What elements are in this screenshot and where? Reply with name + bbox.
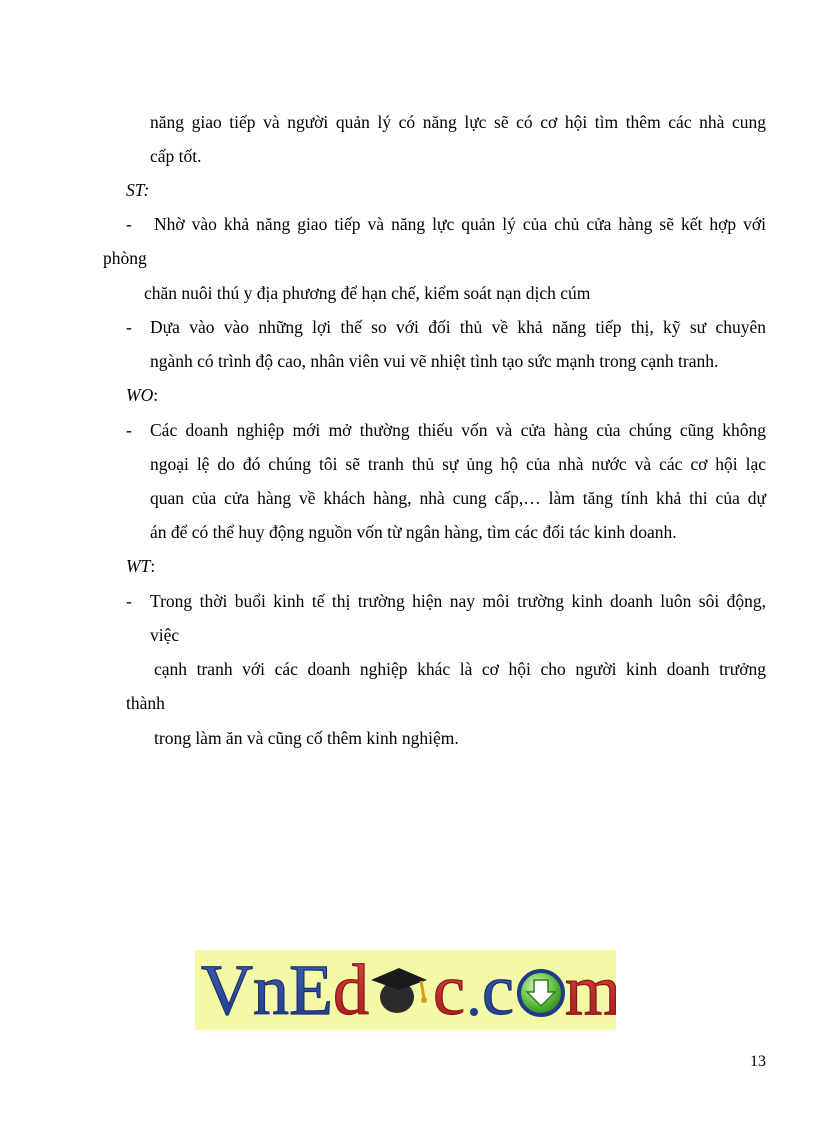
paragraph-line: ngành có trình độ cao, nhân viên vui vẽ nhiệt tình tạo sức mạnh trong cạnh tranh.	[150, 351, 719, 371]
paragraph-line: trong làm ăn và cũng cố thêm kinh nghiệm.	[154, 728, 459, 748]
vnedoc-logo-graphic	[195, 950, 616, 1030]
paragraph-line: ngoại lệ do đó chúng tôi sẽ tranh thủ sự ủng hộ của nhà nước và các cơ hội lạc	[150, 454, 766, 474]
paragraph-line: thành	[126, 693, 165, 713]
vnedoc-logo	[195, 950, 616, 1030]
label-colon: :	[150, 556, 156, 576]
section-label-text: WT	[126, 556, 151, 576]
bullet-dash: -	[126, 591, 132, 611]
paragraph-line: phòng	[103, 248, 147, 268]
section-label-wt	[126, 555, 155, 577]
label-colon: :	[153, 385, 159, 405]
paragraph-line: cạnh tranh với các doanh nghiệp khác là cơ hội cho người kinh doanh trưởng	[154, 659, 766, 679]
page-number: 13	[750, 1053, 766, 1070]
paragraph-line: năng giao tiếp và người quản lý có năng lực sẽ có cơ hội tìm thêm các nhà cung	[150, 112, 766, 132]
paragraph-line: Nhờ vào khả năng giao tiếp và năng lực quản lý của chủ cửa hàng sẽ kết hợp với	[154, 214, 766, 234]
svg-text:VnE: VnE	[201, 950, 333, 1030]
svg-text:c: c	[482, 950, 514, 1030]
graduation-cap-icon	[371, 968, 427, 1013]
paragraph-line: chăn nuôi thú y địa phương để hạn chế, kiểm soát nạn dịch cúm	[144, 283, 591, 303]
paragraph-line: cấp tốt.	[150, 146, 202, 166]
paragraph-line: việc	[150, 625, 180, 645]
bullet-dash: -	[126, 420, 132, 440]
section-label-wo	[126, 384, 158, 406]
bullet-dash: -	[126, 317, 132, 337]
section-label-st	[126, 179, 149, 201]
section-label-text: WO	[126, 385, 154, 405]
download-arrow-icon	[519, 971, 563, 1015]
svg-text:m: m	[565, 950, 616, 1030]
paragraph-line: Trong thời buổi kinh tế thị trường hiện nay môi trường kinh doanh luôn sôi động,	[150, 591, 766, 611]
section-label-text: ST:	[126, 180, 150, 200]
svg-text:d: d	[333, 950, 369, 1030]
paragraph-line: Các doanh nghiệp mới mở thường thiếu vốn và cửa hàng của chúng cũng không	[150, 420, 766, 440]
paragraph-line: Dựa vào vào những lợi thế so với đối thủ về khả năng tiếp thị, kỹ sư chuyên	[150, 317, 766, 337]
bullet-dash: -	[126, 214, 132, 234]
svg-text:c: c	[433, 950, 465, 1030]
paragraph-line: quan của cửa hàng về khách hàng, nhà cung cấp,… làm tăng tính khả thi của dự	[150, 488, 766, 508]
paragraph-line: án để có thể huy động nguồn vốn từ ngân hàng, tìm các đối tác kinh doanh.	[150, 522, 677, 542]
